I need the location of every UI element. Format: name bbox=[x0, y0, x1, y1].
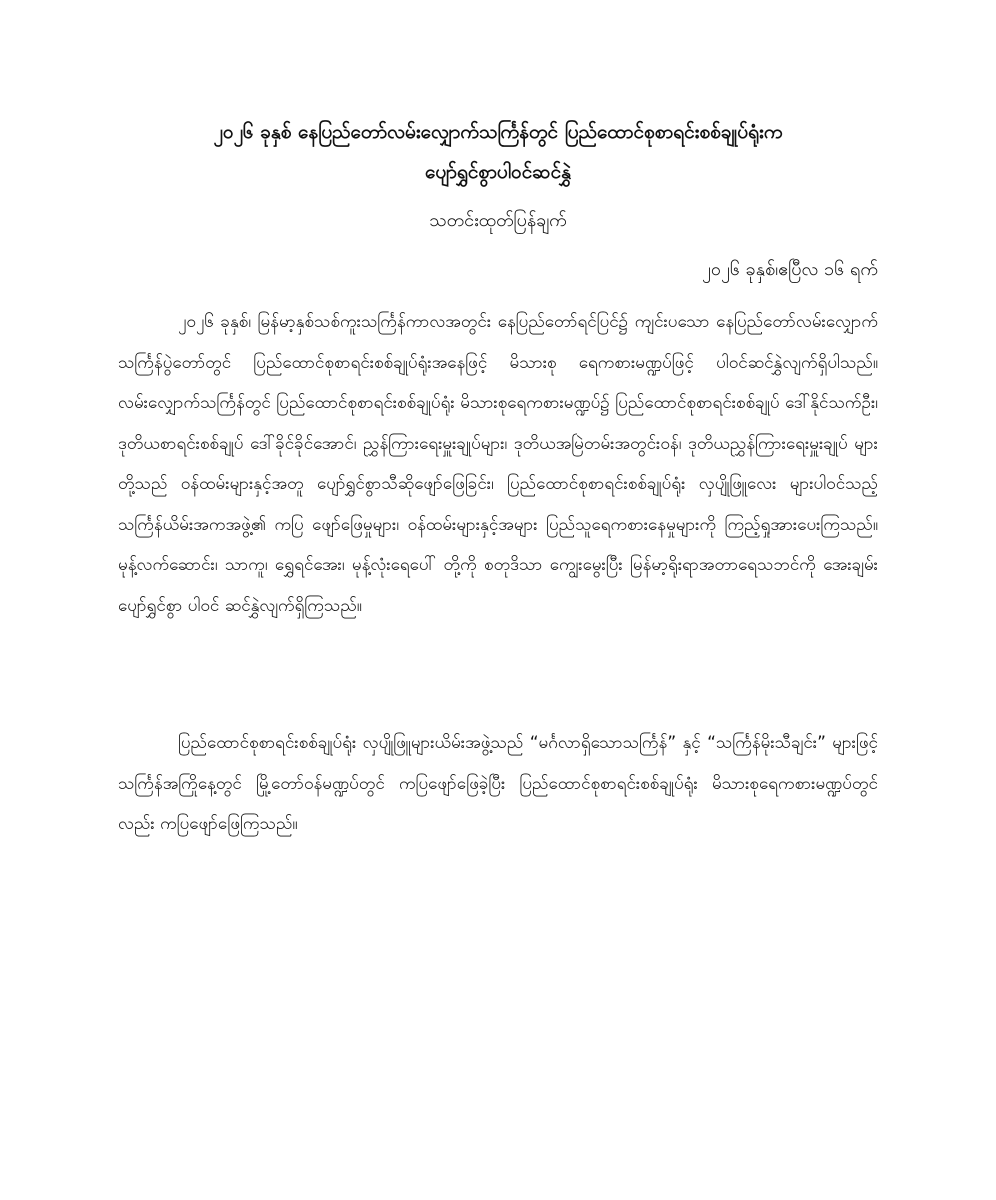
body-paragraph-1: ၂၀၂၆ ခုနှစ်၊ မြန်မာ့နှစ်သစ်ကူးသင်္ကြန်ကာလအတွင်း နေပြည်တော်ရင်ပြင်၌ ကျင်းပသော နေပြည်တော်လမ်းလျှောက်သင်္ကြန်ပွဲတော်တွင် ပြည်ထောင်စုစာရင်းစစ်ချုပ်ရုံးအနေဖြင့် မိသားစု ရေကစားမဏ္ဍပ်ဖြင့် ပါဝင်ဆင်နွှဲလျက်ရှိပါသည်။ လမ်းလျှောက်သင်္ကြန်တွင် ပြည်ထောင်စုစာရင်းစစ်ချုပ်ရုံး မိသားစုရေကစားမဏ္ဍပ်၌ ပြည်ထောင်စုစာရင်းစစ်ချုပ် ဒေါ်နိုင်သက်ဦး၊ ဒုတိယစာရင်းစစ်ချုပ် ဒေါ်ခိုင်ခိုင်အောင်၊ ညွှန်ကြားရေးမှူးချုပ်များ၊ ဒုတိယအမြဲတမ်းအတွင်းဝန်၊ ဒုတိယညွှန်ကြားရေးမှူးချုပ် များတို့သည် ဝန်ထမ်းများနှင့်အတူ ပျော်ရွှင်စွာသီဆိုဖျော်ဖြေခြင်း၊ ပြည်ထောင်စုစာရင်းစစ်ချုပ်ရုံး လှပျိုဖြူလေး များပါဝင်သည့် သင်္ကြန်ယိမ်းအကအဖွဲ့၏ ကပြ ဖျော်ဖြေမှုများ၊ ဝန်ထမ်းများနှင့်အများ ပြည်သူရေကစားနေမှုများကို ကြည့်ရှုအားပေးကြသည်။ မုန့်လက်ဆောင်း၊ သာကူ၊ ရွှေရင်အေး၊ မုန့်လုံးရေပေါ် တို့ကို စတုဒိသာ ကျွေးမွေးပြီး မြန်မာ့ရိုးရာအတာရေသဘင်ကို အေးချမ်းပျော်ရွှင်စွာ ပါဝင် ဆင်နွှဲလျက်ရှိကြသည်။ bbox=[118, 312, 878, 616]
press-release-label: သတင်းထုတ်ပြန်ချက် bbox=[429, 210, 567, 231]
document-title-line-2: ပျော်ရွှင်စွာပါဝင်ဆင်နွှဲ bbox=[425, 161, 571, 183]
body-paragraph-2: ပြည်ထောင်စုစာရင်းစစ်ချုပ်ရုံး လှပျိုဖြူများယိမ်းအဖွဲ့သည် “မင်္ဂလာရှိသောသင်္ကြန်” နှင့် “သင်္ကြန်မိုးသီချင်း” များဖြင့် သင်္ကြန်အကြိုနေ့တွင် မြို့တော်ဝန်မဏ္ဍပ်တွင် ကပြဖျော်ဖြေခဲ့ပြီး ပြည်ထောင်စုစာရင်းစစ်ချုပ်ရုံး မိသားစုရေကစားမဏ္ဍပ်တွင်လည်း ကပြဖျော်ဖြေကြသည်။ bbox=[118, 733, 878, 834]
document-date: ၂၀၂၆ ခုနှစ်၊ဧပြီလ ၁၆ ရက် bbox=[702, 259, 878, 280]
document-title-line-1: ၂၀၂၆ ခုနှစ် နေပြည်တော်လမ်းလျှောက်သင်္ကြန်တွင် ပြည်ထောင်စုစာရင်းစစ်ချုပ်ရုံးက bbox=[213, 121, 783, 143]
